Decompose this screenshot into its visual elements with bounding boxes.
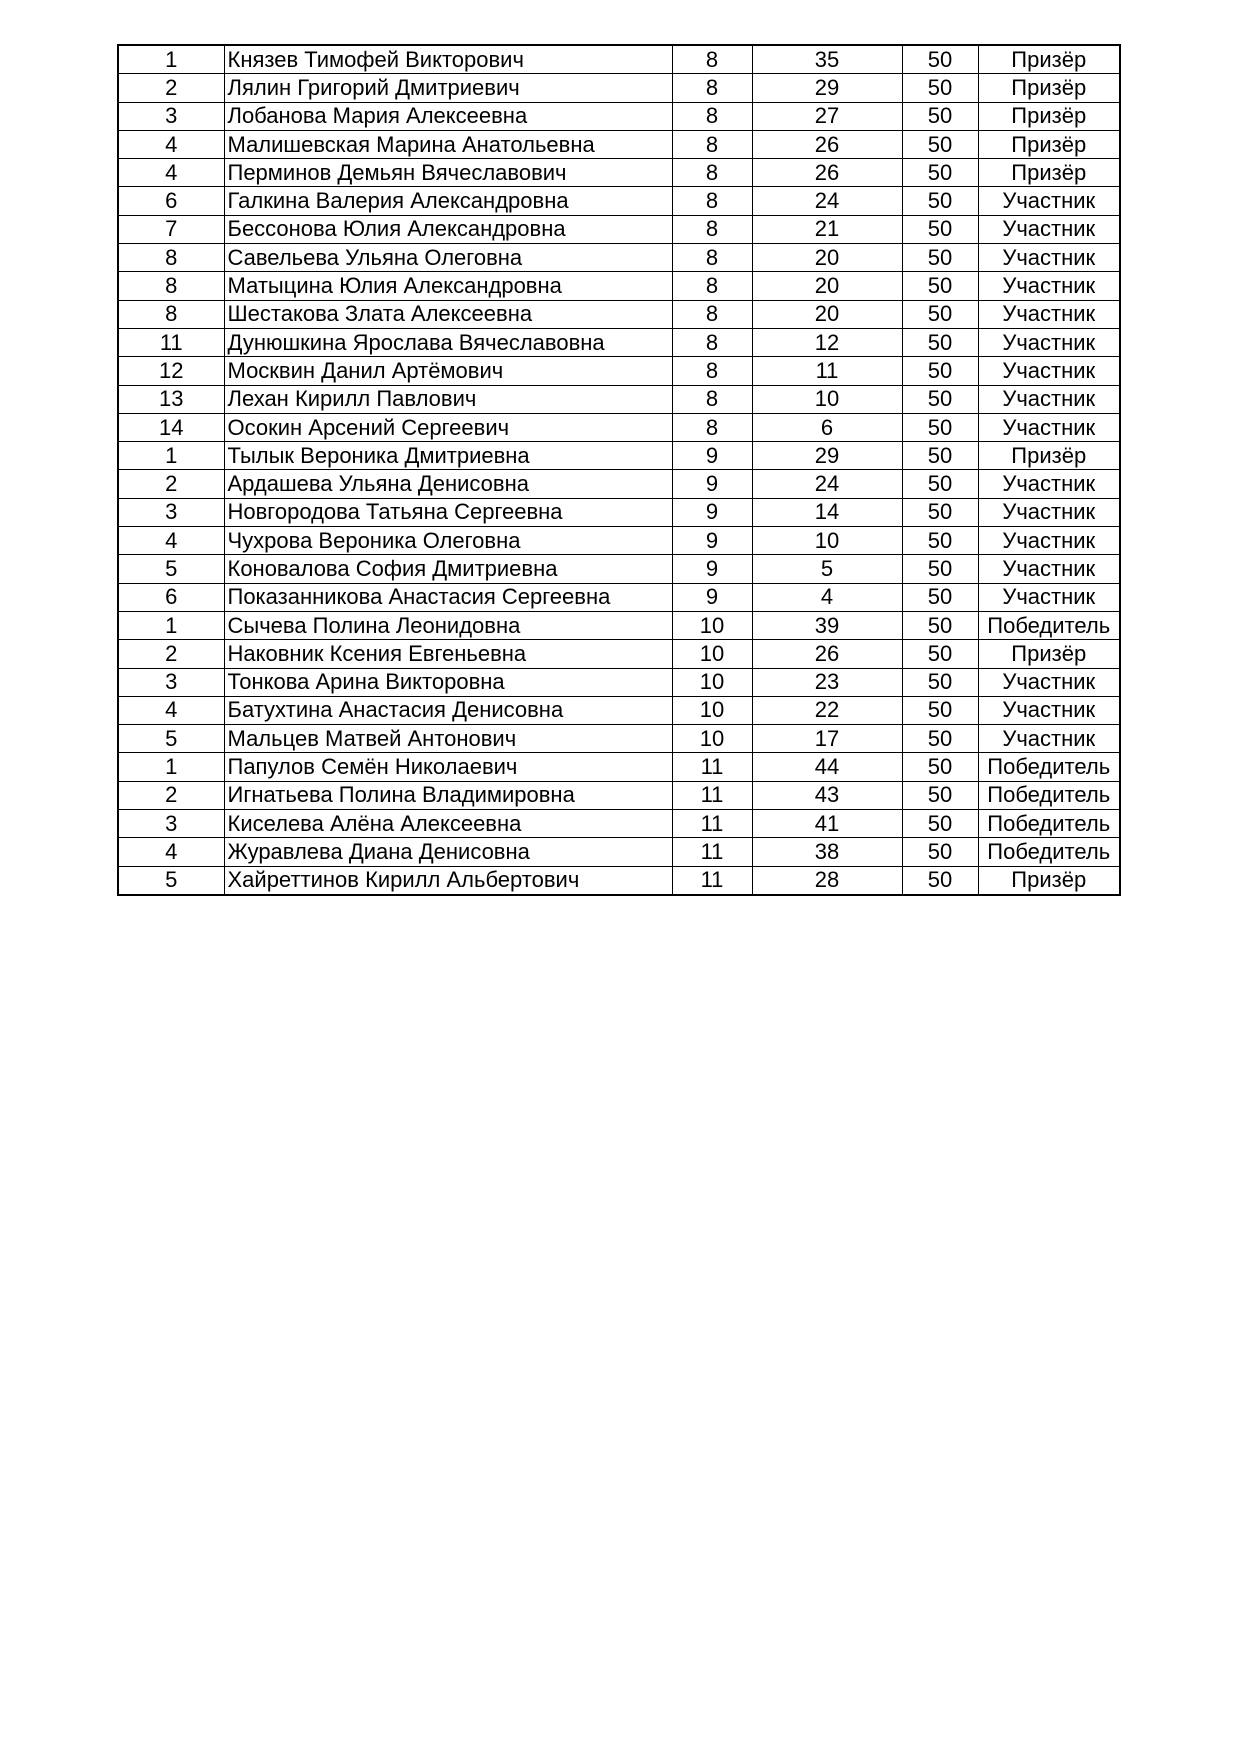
cell-status: Победитель: [978, 810, 1120, 838]
cell-score: 10: [752, 527, 902, 555]
cell-grade: 10: [672, 696, 752, 724]
cell-name: Матыцина Юлия Александровна: [224, 272, 672, 300]
cell-score: 38: [752, 838, 902, 866]
table-row: [118, 272, 1120, 300]
cell-name: Коновалова София Дмитриевна: [224, 555, 672, 583]
cell-score: 17: [752, 725, 902, 753]
cell-score: 39: [752, 611, 902, 639]
cell-place: 14: [118, 413, 224, 441]
table-row: [118, 442, 1120, 470]
cell-grade: 8: [672, 413, 752, 441]
cell-grade: 10: [672, 725, 752, 753]
cell-max-score: 50: [902, 328, 978, 356]
cell-status: Участник: [978, 555, 1120, 583]
cell-status: Участник: [978, 385, 1120, 413]
cell-score: 20: [752, 272, 902, 300]
table-row: [118, 611, 1120, 639]
cell-score: 26: [752, 640, 902, 668]
cell-status: Победитель: [978, 781, 1120, 809]
table-row: [118, 244, 1120, 272]
cell-name: Дунюшкина Ярослава Вячеславовна: [224, 328, 672, 356]
cell-place: 3: [118, 102, 224, 130]
cell-score: 24: [752, 470, 902, 498]
cell-name: Папулов Семён Николаевич: [224, 753, 672, 781]
cell-grade: 8: [672, 357, 752, 385]
cell-max-score: 50: [902, 838, 978, 866]
cell-name: Тылык Вероника Дмитриевна: [224, 442, 672, 470]
cell-name: Савельева Ульяна Олеговна: [224, 244, 672, 272]
cell-grade: 8: [672, 215, 752, 243]
cell-grade: 8: [672, 130, 752, 158]
cell-place: 13: [118, 385, 224, 413]
cell-place: 2: [118, 470, 224, 498]
cell-place: 6: [118, 187, 224, 215]
cell-place: 6: [118, 583, 224, 611]
cell-max-score: 50: [902, 640, 978, 668]
cell-grade: 9: [672, 470, 752, 498]
table-row: [118, 753, 1120, 781]
cell-score: 12: [752, 328, 902, 356]
cell-name: Галкина Валерия Александровна: [224, 187, 672, 215]
cell-max-score: 50: [902, 102, 978, 130]
cell-max-score: 50: [902, 810, 978, 838]
cell-grade: 8: [672, 272, 752, 300]
cell-score: 29: [752, 442, 902, 470]
cell-status: Участник: [978, 328, 1120, 356]
cell-name: Лялин Григорий Дмитриевич: [224, 74, 672, 102]
cell-max-score: 50: [902, 187, 978, 215]
cell-name: Батухтина Анастасия Денисовна: [224, 696, 672, 724]
table-row: [118, 668, 1120, 696]
cell-name: Игнатьева Полина Владимировна: [224, 781, 672, 809]
cell-status: Участник: [978, 668, 1120, 696]
cell-score: 26: [752, 159, 902, 187]
cell-place: 8: [118, 272, 224, 300]
cell-grade: 11: [672, 866, 752, 895]
table-row: [118, 555, 1120, 583]
cell-place: 4: [118, 159, 224, 187]
cell-place: 1: [118, 753, 224, 781]
table-row: [118, 527, 1120, 555]
cell-status: Призёр: [978, 442, 1120, 470]
cell-grade: 9: [672, 555, 752, 583]
cell-max-score: 50: [902, 45, 978, 74]
cell-max-score: 50: [902, 753, 978, 781]
cell-grade: 10: [672, 611, 752, 639]
cell-place: 5: [118, 725, 224, 753]
cell-name: Лобанова Мария Алексеевна: [224, 102, 672, 130]
cell-status: Участник: [978, 187, 1120, 215]
cell-status: Призёр: [978, 130, 1120, 158]
cell-score: 23: [752, 668, 902, 696]
cell-score: 35: [752, 45, 902, 74]
cell-status: Участник: [978, 725, 1120, 753]
cell-grade: 8: [672, 244, 752, 272]
cell-max-score: 50: [902, 357, 978, 385]
cell-place: 1: [118, 611, 224, 639]
table-row: [118, 300, 1120, 328]
table-row: [118, 583, 1120, 611]
cell-status: Призёр: [978, 45, 1120, 74]
cell-score: 6: [752, 413, 902, 441]
cell-name: Показанникова Анастасия Сергеевна: [224, 583, 672, 611]
cell-status: Участник: [978, 300, 1120, 328]
cell-max-score: 50: [902, 611, 978, 639]
cell-max-score: 50: [902, 272, 978, 300]
cell-grade: 11: [672, 753, 752, 781]
cell-grade: 9: [672, 527, 752, 555]
table-row: [118, 498, 1120, 526]
cell-grade: 10: [672, 640, 752, 668]
cell-name: Ардашева Ульяна Денисовна: [224, 470, 672, 498]
cell-place: 8: [118, 300, 224, 328]
cell-grade: 8: [672, 300, 752, 328]
cell-place: 5: [118, 555, 224, 583]
cell-name: Осокин Арсений Сергеевич: [224, 413, 672, 441]
cell-name: Москвин Данил Артёмович: [224, 357, 672, 385]
table-row: [118, 781, 1120, 809]
cell-score: 22: [752, 696, 902, 724]
cell-status: Призёр: [978, 640, 1120, 668]
cell-grade: 8: [672, 187, 752, 215]
table-row: [118, 130, 1120, 158]
cell-place: 4: [118, 130, 224, 158]
cell-place: 2: [118, 74, 224, 102]
cell-status: Призёр: [978, 102, 1120, 130]
cell-max-score: 50: [902, 555, 978, 583]
cell-place: 2: [118, 640, 224, 668]
table-row: [118, 102, 1120, 130]
cell-name: Киселева Алёна Алексеевна: [224, 810, 672, 838]
cell-name: Перминов Демьян Вячеславович: [224, 159, 672, 187]
cell-grade: 11: [672, 838, 752, 866]
table-row: [118, 385, 1120, 413]
table-row: [118, 696, 1120, 724]
cell-score: 4: [752, 583, 902, 611]
cell-grade: 8: [672, 45, 752, 74]
cell-place: 2: [118, 781, 224, 809]
cell-status: Участник: [978, 413, 1120, 441]
cell-grade: 9: [672, 498, 752, 526]
cell-status: Участник: [978, 696, 1120, 724]
cell-max-score: 50: [902, 244, 978, 272]
cell-grade: 10: [672, 668, 752, 696]
cell-max-score: 50: [902, 668, 978, 696]
cell-score: 43: [752, 781, 902, 809]
cell-status: Победитель: [978, 838, 1120, 866]
table-row: [118, 866, 1120, 895]
table-row: [118, 74, 1120, 102]
cell-status: Участник: [978, 470, 1120, 498]
cell-place: 4: [118, 527, 224, 555]
cell-place: 3: [118, 668, 224, 696]
cell-name: Новгородова Татьяна Сергеевна: [224, 498, 672, 526]
cell-score: 21: [752, 215, 902, 243]
cell-max-score: 50: [902, 74, 978, 102]
cell-max-score: 50: [902, 696, 978, 724]
table-row: [118, 187, 1120, 215]
cell-place: 1: [118, 45, 224, 74]
cell-status: Участник: [978, 244, 1120, 272]
cell-status: Победитель: [978, 753, 1120, 781]
cell-grade: 8: [672, 74, 752, 102]
cell-max-score: 50: [902, 470, 978, 498]
cell-name: Тонкова Арина Викторовна: [224, 668, 672, 696]
cell-max-score: 50: [902, 781, 978, 809]
results-table-body: [118, 45, 1120, 895]
cell-score: 14: [752, 498, 902, 526]
cell-max-score: 50: [902, 725, 978, 753]
cell-place: 7: [118, 215, 224, 243]
cell-max-score: 50: [902, 159, 978, 187]
cell-grade: 8: [672, 328, 752, 356]
cell-max-score: 50: [902, 498, 978, 526]
cell-max-score: 50: [902, 300, 978, 328]
cell-name: Журавлева Диана Денисовна: [224, 838, 672, 866]
cell-score: 44: [752, 753, 902, 781]
cell-place: 11: [118, 328, 224, 356]
cell-status: Призёр: [978, 866, 1120, 895]
cell-max-score: 50: [902, 413, 978, 441]
table-row: [118, 640, 1120, 668]
cell-place: 8: [118, 244, 224, 272]
cell-place: 1: [118, 442, 224, 470]
cell-name: Князев Тимофей Викторович: [224, 45, 672, 74]
cell-max-score: 50: [902, 215, 978, 243]
cell-place: 3: [118, 810, 224, 838]
cell-place: 12: [118, 357, 224, 385]
cell-name: Бессонова Юлия Александровна: [224, 215, 672, 243]
cell-score: 5: [752, 555, 902, 583]
cell-score: 29: [752, 74, 902, 102]
cell-grade: 11: [672, 781, 752, 809]
cell-max-score: 50: [902, 385, 978, 413]
cell-max-score: 50: [902, 130, 978, 158]
cell-status: Участник: [978, 583, 1120, 611]
cell-status: Участник: [978, 215, 1120, 243]
cell-name: Мальцев Матвей Антонович: [224, 725, 672, 753]
table-row: [118, 413, 1120, 441]
cell-score: 27: [752, 102, 902, 130]
cell-status: Победитель: [978, 611, 1120, 639]
table-row: [118, 725, 1120, 753]
cell-grade: 8: [672, 159, 752, 187]
cell-status: Призёр: [978, 159, 1120, 187]
cell-grade: 9: [672, 442, 752, 470]
cell-status: Призёр: [978, 74, 1120, 102]
cell-name: Малишевская Марина Анатольевна: [224, 130, 672, 158]
cell-max-score: 50: [902, 583, 978, 611]
table-row: [118, 215, 1120, 243]
cell-name: Чухрова Вероника Олеговна: [224, 527, 672, 555]
cell-place: 5: [118, 866, 224, 895]
cell-score: 10: [752, 385, 902, 413]
table-row: [118, 838, 1120, 866]
cell-place: 4: [118, 696, 224, 724]
table-row: [118, 357, 1120, 385]
cell-status: Участник: [978, 357, 1120, 385]
cell-score: 20: [752, 300, 902, 328]
cell-name: Лехан Кирилл Павлович: [224, 385, 672, 413]
cell-status: Участник: [978, 272, 1120, 300]
cell-name: Хайреттинов Кирилл Альбертович: [224, 866, 672, 895]
cell-place: 4: [118, 838, 224, 866]
cell-score: 26: [752, 130, 902, 158]
table-row: [118, 159, 1120, 187]
cell-grade: 8: [672, 102, 752, 130]
cell-score: 11: [752, 357, 902, 385]
cell-place: 3: [118, 498, 224, 526]
cell-grade: 9: [672, 583, 752, 611]
cell-max-score: 50: [902, 442, 978, 470]
cell-name: Сычева Полина Леонидовна: [224, 611, 672, 639]
cell-score: 41: [752, 810, 902, 838]
cell-grade: 8: [672, 385, 752, 413]
cell-name: Наковник Ксения Евгеньевна: [224, 640, 672, 668]
table-row: [118, 328, 1120, 356]
cell-status: Участник: [978, 527, 1120, 555]
results-table: [117, 44, 1121, 896]
cell-score: 28: [752, 866, 902, 895]
table-row: [118, 810, 1120, 838]
cell-name: Шестакова Злата Алексеевна: [224, 300, 672, 328]
cell-score: 20: [752, 244, 902, 272]
cell-score: 24: [752, 187, 902, 215]
table-row: [118, 45, 1120, 74]
cell-max-score: 50: [902, 866, 978, 895]
cell-max-score: 50: [902, 527, 978, 555]
cell-grade: 11: [672, 810, 752, 838]
cell-status: Участник: [978, 498, 1120, 526]
table-row: [118, 470, 1120, 498]
